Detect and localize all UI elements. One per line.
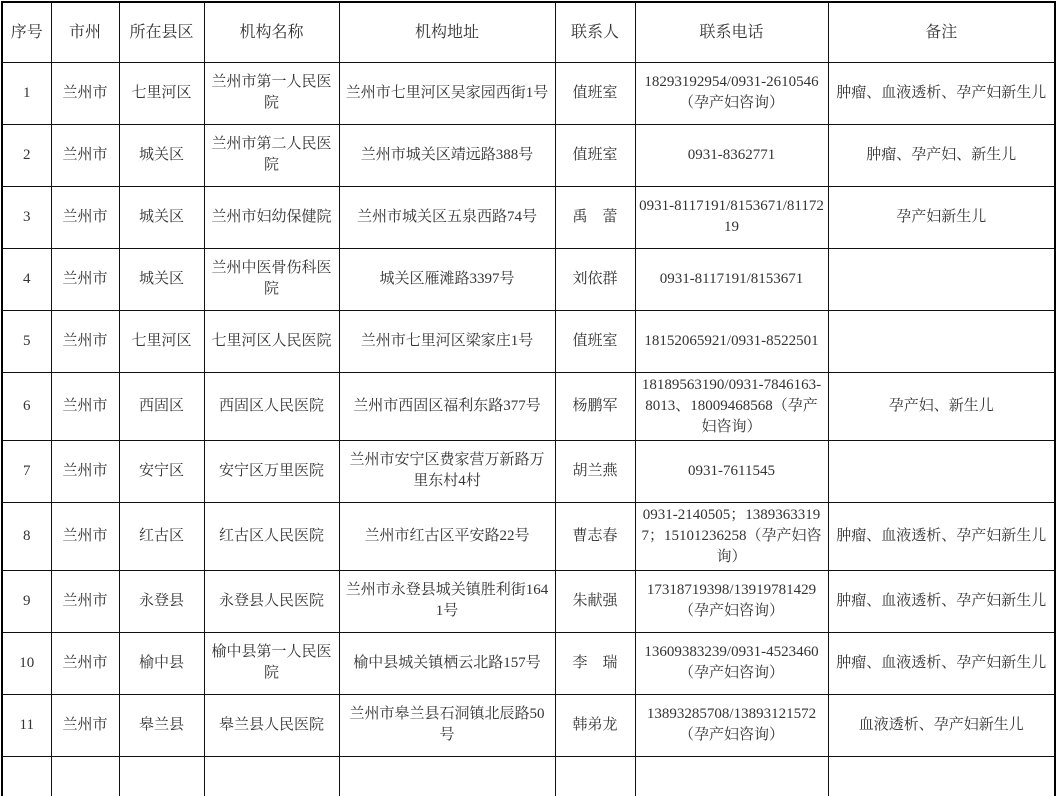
cell-no: 6: [2, 372, 51, 440]
table-row: [2, 248, 1055, 310]
cell-district: 城关区: [119, 248, 204, 310]
cell-district: 七里河区: [119, 310, 204, 372]
cell-remark: [828, 310, 1055, 372]
cell-address: 榆中县城关镇栖云北路157号: [339, 632, 555, 694]
cell-address: 兰州市安宁区费家营万新路万里东村4村: [339, 440, 555, 502]
column-header-name: 机构名称: [204, 2, 339, 62]
cell-name: 兰州市妇幼保健院: [204, 186, 339, 248]
cell-district: 永登县: [119, 570, 204, 632]
cell-address: 兰州市皋兰县石洞镇北辰路50号: [339, 694, 555, 756]
cell-contact: 胡兰燕: [555, 440, 635, 502]
column-header-phone: 联系电话: [635, 2, 828, 62]
cell-phone: 18293192954/0931-2610546（孕产妇咨询）: [635, 62, 828, 124]
cell-address: 兰州市城关区五泉西路74号: [339, 186, 555, 248]
cell-remark: 肿瘤、孕产妇、新生儿: [828, 124, 1055, 186]
cell-city: 兰州市: [51, 570, 119, 632]
table-row: [2, 632, 1055, 694]
column-header-remark: 备注: [828, 2, 1055, 62]
cell-district: 榆中县: [119, 632, 204, 694]
cell-address: 城关区雁滩路3397号: [339, 248, 555, 310]
cell-phone: 0931-7611545: [635, 440, 828, 502]
cell-district: [119, 756, 204, 796]
cell-address: [339, 756, 555, 796]
cell-phone: [635, 756, 828, 796]
cell-name: 安宁区万里医院: [204, 440, 339, 502]
cell-phone: 18189563190/0931-7846163-8013、18009468568（孕产妇咨询）: [635, 372, 828, 440]
cell-remark: 肿瘤、血液透析、孕产妇新生儿: [828, 570, 1055, 632]
header-row: [2, 2, 1055, 62]
cell-contact: 曹志春: [555, 502, 635, 570]
table-row: [2, 502, 1055, 570]
cell-phone: 13609383239/0931-4523460（孕产妇咨询）: [635, 632, 828, 694]
cell-district: 皋兰县: [119, 694, 204, 756]
cell-address: 兰州市永登县城关镇胜利街1641号: [339, 570, 555, 632]
cell-city: 兰州市: [51, 62, 119, 124]
cell-name: 西固区人民医院: [204, 372, 339, 440]
cell-address: 兰州市西固区福利东路377号: [339, 372, 555, 440]
cell-name: [204, 756, 339, 796]
cell-remark: 肿瘤、血液透析、孕产妇新生儿: [828, 632, 1055, 694]
cell-phone: 0931-2140505；13893633197；15101236258（孕产妇咨询）: [635, 502, 828, 570]
table-row: [2, 124, 1055, 186]
cell-remark: 肿瘤、血液透析、孕产妇新生儿: [828, 502, 1055, 570]
cell-remark: [828, 248, 1055, 310]
cell-phone: 13893285708/13893121572（孕产妇咨询）: [635, 694, 828, 756]
column-header-no: 序号: [2, 2, 51, 62]
cell-district: 西固区: [119, 372, 204, 440]
cell-address: 兰州市七里河区梁家庄1号: [339, 310, 555, 372]
cell-remark: 肿瘤、血液透析、孕产妇新生儿: [828, 62, 1055, 124]
cell-phone: 0931-8362771: [635, 124, 828, 186]
cell-city: [51, 756, 119, 796]
cell-name: 兰州市第一人民医院: [204, 62, 339, 124]
cell-city: 兰州市: [51, 502, 119, 570]
partial-table-row: [2, 756, 1055, 796]
cell-contact: 禹 蕾: [555, 186, 635, 248]
column-header-city: 市州: [51, 2, 119, 62]
cell-contact: 值班室: [555, 124, 635, 186]
cell-name: 兰州市第二人民医院: [204, 124, 339, 186]
cell-name: 永登县人民医院: [204, 570, 339, 632]
cell-city: 兰州市: [51, 440, 119, 502]
cell-phone: 18152065921/0931-8522501: [635, 310, 828, 372]
cell-phone: 0931-8117191/8153671: [635, 248, 828, 310]
cell-address: 兰州市城关区靖远路388号: [339, 124, 555, 186]
cell-district: 城关区: [119, 186, 204, 248]
cell-no: 3: [2, 186, 51, 248]
cell-address: 兰州市红古区平安路22号: [339, 502, 555, 570]
cell-district: 安宁区: [119, 440, 204, 502]
table-row: [2, 310, 1055, 372]
cell-name: 榆中县第一人民医院: [204, 632, 339, 694]
cell-city: 兰州市: [51, 694, 119, 756]
cell-no: [2, 756, 51, 796]
column-header-contact: 联系人: [555, 2, 635, 62]
cell-contact: [555, 756, 635, 796]
cell-no: 5: [2, 310, 51, 372]
cell-district: 红古区: [119, 502, 204, 570]
table-row: [2, 570, 1055, 632]
table-row: [2, 440, 1055, 502]
cell-city: 兰州市: [51, 248, 119, 310]
table-row: [2, 694, 1055, 756]
column-header-address: 机构地址: [339, 2, 555, 62]
table-header: [2, 2, 1055, 62]
cell-city: 兰州市: [51, 124, 119, 186]
cell-contact: 值班室: [555, 62, 635, 124]
table-body: [2, 62, 1055, 796]
cell-name: 兰州中医骨伤科医院: [204, 248, 339, 310]
cell-no: 1: [2, 62, 51, 124]
cell-remark: 血液透析、孕产妇新生儿: [828, 694, 1055, 756]
column-header-district: 所在县区: [119, 2, 204, 62]
cell-name: 皋兰县人民医院: [204, 694, 339, 756]
cell-no: 8: [2, 502, 51, 570]
cell-name: 红古区人民医院: [204, 502, 339, 570]
cell-remark: 孕产妇、新生儿: [828, 372, 1055, 440]
cell-city: 兰州市: [51, 310, 119, 372]
cell-remark: [828, 440, 1055, 502]
cell-city: 兰州市: [51, 186, 119, 248]
cell-no: 10: [2, 632, 51, 694]
cell-address: 兰州市七里河区吴家园西街1号: [339, 62, 555, 124]
cell-no: 9: [2, 570, 51, 632]
cell-no: 11: [2, 694, 51, 756]
cell-contact: 值班室: [555, 310, 635, 372]
table-row: [2, 186, 1055, 248]
cell-phone: 0931-8117191/8153671/8117219: [635, 186, 828, 248]
cell-district: 城关区: [119, 124, 204, 186]
cell-contact: 韩弟龙: [555, 694, 635, 756]
cell-no: 4: [2, 248, 51, 310]
cell-no: 2: [2, 124, 51, 186]
cell-contact: 李 瑞: [555, 632, 635, 694]
cell-remark: 孕产妇新生儿: [828, 186, 1055, 248]
cell-name: 七里河区人民医院: [204, 310, 339, 372]
cell-contact: 杨鹏军: [555, 372, 635, 440]
cell-city: 兰州市: [51, 632, 119, 694]
cell-city: 兰州市: [51, 372, 119, 440]
cell-phone: 17318719398/13919781429（孕产妇咨询）: [635, 570, 828, 632]
cell-district: 七里河区: [119, 62, 204, 124]
cell-contact: 朱献强: [555, 570, 635, 632]
cell-remark: [828, 756, 1055, 796]
cell-contact: 刘依群: [555, 248, 635, 310]
hospital-contact-table: [1, 1, 1056, 796]
table-row: [2, 372, 1055, 440]
table-row: [2, 62, 1055, 124]
cell-no: 7: [2, 440, 51, 502]
